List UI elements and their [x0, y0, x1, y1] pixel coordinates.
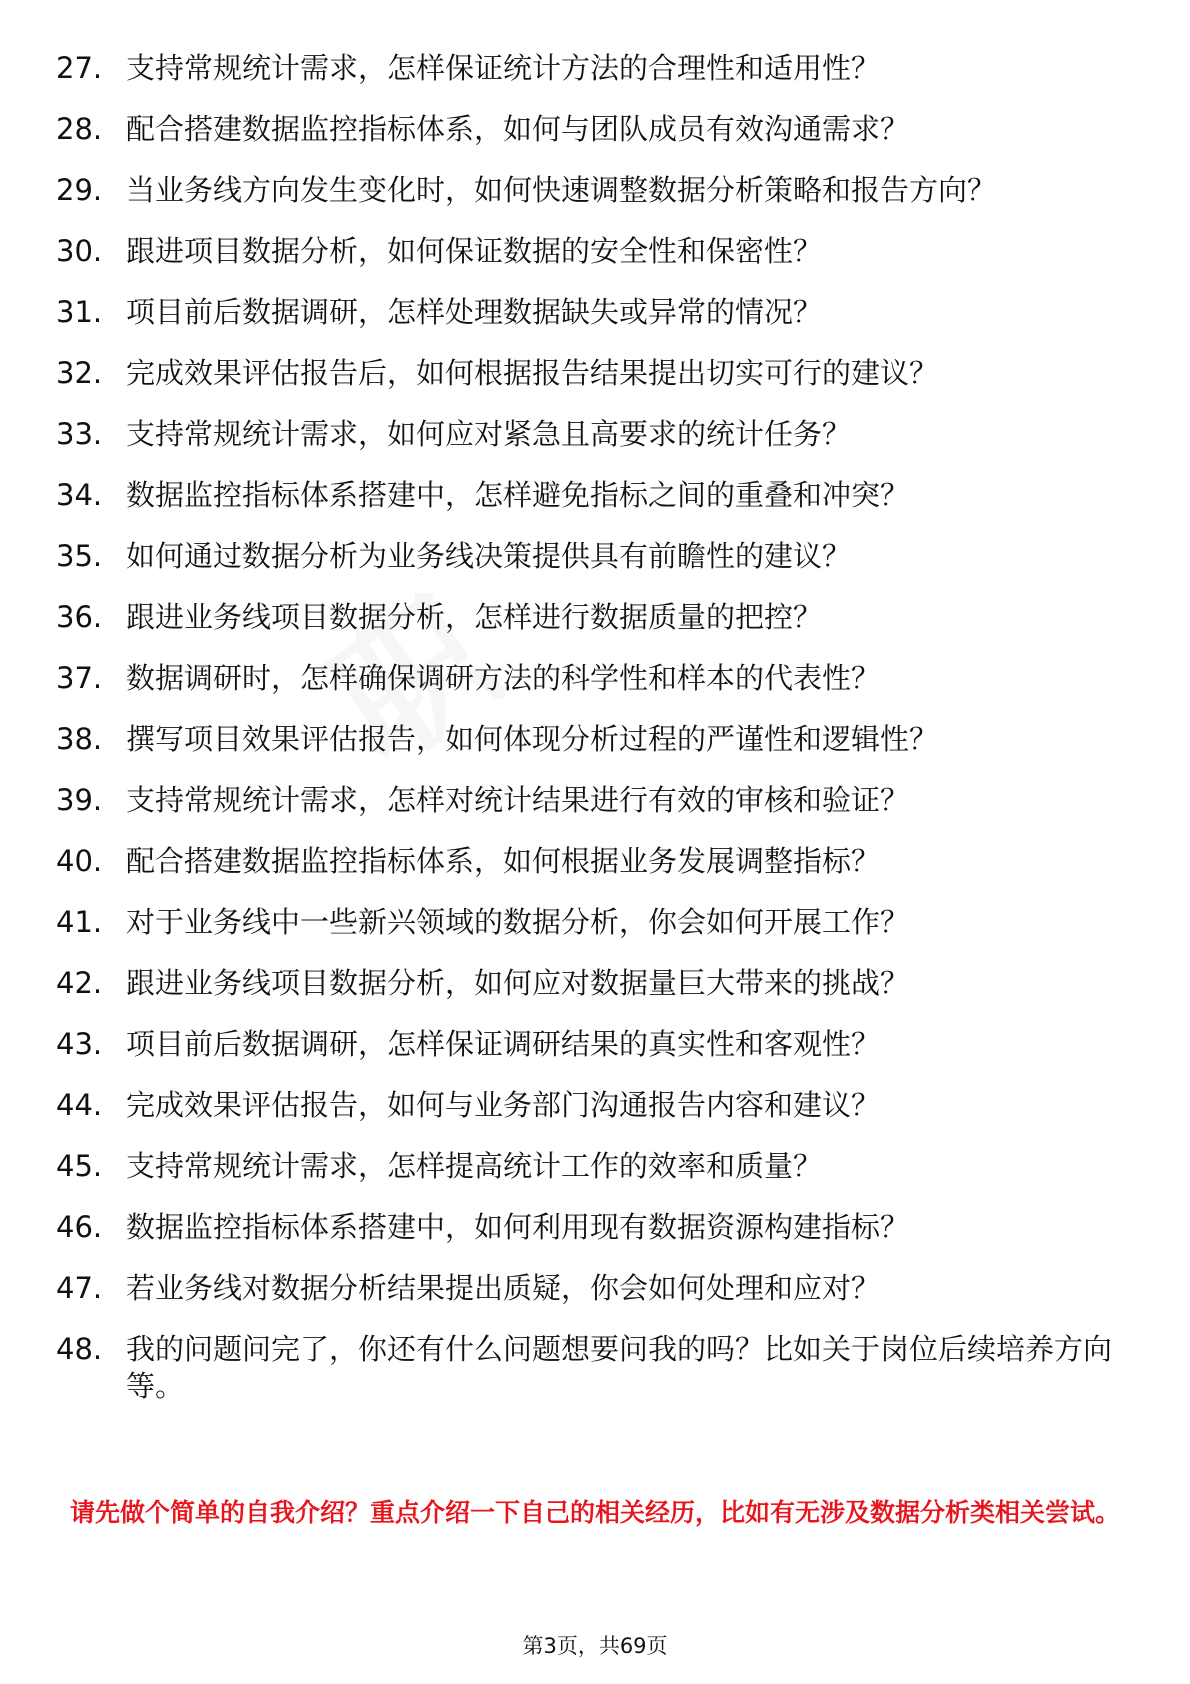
question-item	[56, 1148, 1116, 1185]
question-text: 完成效果评估报告后，如何根据报告结果提出切实可行的建议？	[126, 356, 939, 390]
question-number: 35.	[56, 539, 103, 573]
question-text: 支持常规统计需求，怎样提高统计工作的效率和质量？	[126, 1149, 823, 1183]
question-number: 39.	[56, 783, 103, 817]
question-number: 37.	[56, 661, 103, 695]
question-number: 42.	[56, 966, 103, 1000]
question-item	[56, 660, 1116, 697]
question-text: 若业务线对数据分析结果提出质疑，你会如何处理和应对？	[126, 1271, 881, 1305]
question-text: 数据监控指标体系搭建中，怎样避免指标之间的重叠和冲突？	[126, 478, 910, 512]
question-item	[56, 355, 1116, 392]
question-item	[56, 965, 1116, 1002]
question-number: 33.	[56, 417, 103, 451]
question-number: 30.	[56, 234, 103, 268]
question-text: 项目前后数据调研，怎样处理数据缺失或异常的情况？	[126, 295, 823, 329]
question-text: 我的问题问完了，你还有什么问题想要问我的吗？比如关于岗位后续培养方向等。	[126, 1332, 1113, 1403]
question-text: 跟进项目数据分析，如何保证数据的安全性和保密性？	[126, 234, 823, 268]
question-number: 38.	[56, 722, 103, 756]
question-number: 43.	[56, 1027, 103, 1061]
question-item	[56, 294, 1116, 331]
question-text: 跟进业务线项目数据分析，怎样进行数据质量的把控？	[126, 600, 823, 634]
question-item	[56, 1270, 1116, 1307]
question-text: 支持常规统计需求，如何应对紧急且高要求的统计任务？	[126, 417, 852, 451]
question-number: 28.	[56, 112, 103, 146]
question-text: 跟进业务线项目数据分析，如何应对数据量巨大带来的挑战？	[126, 966, 910, 1000]
question-number: 29.	[56, 173, 103, 207]
question-text: 配合搭建数据监控指标体系，如何根据业务发展调整指标？	[126, 844, 881, 878]
question-number: 46.	[56, 1210, 103, 1244]
question-number: 48.	[56, 1332, 103, 1366]
question-item	[56, 1209, 1116, 1246]
question-item	[56, 172, 1116, 209]
question-number: 45.	[56, 1149, 103, 1183]
question-item	[56, 721, 1116, 758]
question-item	[56, 1087, 1116, 1124]
question-text: 撰写项目效果评估报告，如何体现分析过程的严谨性和逻辑性？	[126, 722, 939, 756]
question-number: 36.	[56, 600, 103, 634]
question-number: 27.	[56, 51, 103, 85]
question-number: 41.	[56, 905, 103, 939]
question-text: 支持常规统计需求，怎样保证统计方法的合理性和适用性？	[126, 51, 881, 85]
question-text: 如何通过数据分析为业务线决策提供具有前瞻性的建议？	[126, 539, 852, 573]
question-list	[56, 50, 1116, 1429]
question-text: 完成效果评估报告，如何与业务部门沟通报告内容和建议？	[126, 1088, 881, 1122]
question-number: 31.	[56, 295, 103, 329]
question-text: 当业务线方向发生变化时，如何快速调整数据分析策略和报告方向？	[126, 173, 997, 207]
question-item	[56, 538, 1116, 575]
question-number: 34.	[56, 478, 103, 512]
question-item	[56, 50, 1116, 87]
question-text: 数据监控指标体系搭建中，如何利用现有数据资源构建指标？	[126, 1210, 910, 1244]
question-text: 支持常规统计需求，怎样对统计结果进行有效的审核和验证？	[126, 783, 910, 817]
question-text: 配合搭建数据监控指标体系，如何与团队成员有效沟通需求？	[126, 112, 910, 146]
question-item	[56, 1026, 1116, 1063]
question-item	[56, 599, 1116, 636]
self-intro-prompt: 请先做个简单的自我介绍？重点介绍一下自己的相关经历，比如有无涉及数据分析类相关尝试。	[70, 1498, 1121, 1527]
question-number: 32.	[56, 356, 103, 390]
question-text: 数据调研时，怎样确保调研方法的科学性和样本的代表性？	[126, 661, 881, 695]
question-number: 40.	[56, 844, 103, 878]
question-item	[56, 904, 1116, 941]
question-item	[56, 782, 1116, 819]
question-item	[56, 233, 1116, 270]
question-item	[56, 111, 1116, 148]
question-item	[56, 1331, 1116, 1405]
question-item	[56, 416, 1116, 453]
question-number: 47.	[56, 1271, 103, 1305]
question-text: 对于业务线中一些新兴领域的数据分析，你会如何开展工作？	[126, 905, 910, 939]
question-item	[56, 843, 1116, 880]
question-item	[56, 477, 1116, 514]
page-footer: 第3页，共69页	[522, 1634, 668, 1658]
question-text: 项目前后数据调研，怎样保证调研结果的真实性和客观性？	[126, 1027, 881, 1061]
question-number: 44.	[56, 1088, 103, 1122]
